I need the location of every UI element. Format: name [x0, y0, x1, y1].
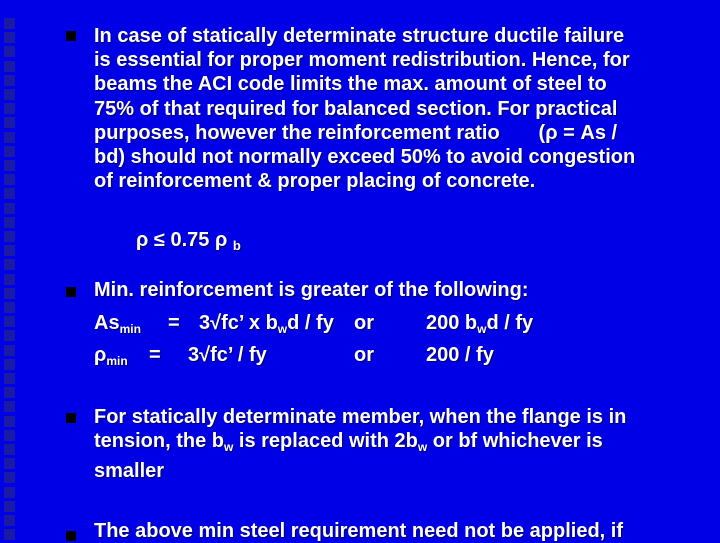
bullet-1-marker — [66, 31, 76, 41]
rho-min-label-main: ρ — [94, 344, 107, 366]
strip-square — [4, 401, 15, 412]
rho-min-or: or — [354, 344, 374, 366]
bullet-3-text — [94, 405, 704, 484]
bullet-3-line-2-c: or bf whichever is — [427, 430, 603, 453]
as-min-label-sub: min — [119, 322, 141, 336]
as-min-alternative — [426, 312, 533, 336]
as-min-alternative-a: 200 b — [426, 312, 478, 334]
as-min-alternative-b: d / fy — [486, 312, 534, 334]
as-min-label-main: As — [94, 312, 120, 334]
bullet-1-line: beams the ACI code limits the max. amount of steel to — [94, 73, 607, 96]
strip-square — [4, 472, 15, 483]
strip-square — [4, 217, 15, 228]
strip-square — [4, 75, 15, 86]
strip-square — [4, 416, 15, 427]
bullet-1-line: bd) should not normally exceed 50% to avoid congestion — [94, 146, 636, 169]
rho-min-expression: 3√fc’ / fy — [188, 344, 267, 366]
strip-square — [4, 515, 15, 526]
bullet-3-line-2-sub-2: w — [417, 440, 428, 455]
strip-square — [4, 132, 15, 143]
as-min-or: or — [354, 312, 374, 334]
strip-square — [4, 529, 15, 540]
strip-square — [4, 302, 15, 313]
strip-square — [4, 231, 15, 242]
strip-square — [4, 330, 15, 341]
bullet-3-line-3: smaller — [94, 460, 165, 483]
strip-square — [4, 345, 15, 356]
left-decorative-strip — [0, 0, 20, 540]
strip-square — [4, 501, 15, 512]
as-min-equals: = — [168, 312, 180, 334]
strip-square — [4, 259, 15, 270]
strip-square — [4, 316, 15, 327]
bullet-2-title: Min. reinforcement is greater of the following: — [94, 279, 529, 301]
bullet-1-line: purposes, however the reinforcement ratio (ρ = As / — [94, 121, 618, 144]
as-min-expression-sub: w — [277, 322, 288, 336]
formula-rho-limit-lhs: ρ ≤ 0.75 ρ — [136, 229, 228, 251]
rho-min-label-sub: min — [106, 354, 128, 368]
bullet-3-line-2 — [94, 429, 704, 459]
formula-rho-limit-sub: b — [232, 238, 241, 253]
as-min-expression-b: d / fy — [287, 312, 334, 334]
bullet-3-marker — [66, 413, 76, 423]
strip-square — [4, 160, 15, 171]
strip-square — [4, 18, 15, 29]
strip-square — [4, 103, 15, 114]
strip-square — [4, 430, 15, 441]
strip-square — [4, 203, 15, 214]
as-min-alternative-sub: w — [477, 322, 487, 336]
bullet-3-line-2-a: tension, the b — [94, 430, 224, 453]
strip-square — [4, 46, 15, 57]
rho-min-label — [94, 344, 128, 368]
strip-square — [4, 487, 15, 498]
strip-square — [4, 146, 15, 157]
strip-square — [4, 274, 15, 285]
strip-square — [4, 359, 15, 370]
bullet-3-line-1: For statically determinate member, when the flange is in — [94, 406, 627, 428]
strip-square — [4, 373, 15, 384]
strip-square — [4, 89, 15, 100]
strip-square — [4, 458, 15, 469]
as-min-label — [94, 312, 141, 336]
formula-rho-limit — [136, 229, 241, 253]
rho-min-alternative: 200 / fy — [426, 344, 494, 366]
bullet-3-line-2-sub-1: w — [224, 440, 234, 455]
strip-square — [4, 444, 15, 455]
bullet-1-line: 75% of that required for balanced section. For practical — [94, 97, 618, 120]
bullet-1-line: In case of statically determinate structure ductile failure — [94, 25, 625, 47]
as-min-expression-a: 3√fc’ x b — [199, 312, 278, 334]
bullet-1-text — [94, 24, 704, 193]
bullet-1-line: of reinforcement & proper placing of concrete. — [94, 170, 536, 193]
bullet-4-text: The above min steel requirement need not be applied, if — [94, 520, 623, 542]
strip-square — [4, 117, 15, 128]
strip-square — [4, 188, 15, 199]
strip-square — [4, 288, 15, 299]
strip-square — [4, 387, 15, 398]
strip-square — [4, 32, 15, 43]
strip-square — [4, 174, 15, 185]
bullet-2-marker — [66, 287, 76, 297]
rho-min-equals: = — [149, 344, 161, 366]
as-min-expression — [199, 312, 334, 336]
bullet-3-line-2-b: is replaced with 2b — [233, 430, 418, 453]
strip-square — [4, 245, 15, 256]
strip-square — [4, 61, 15, 72]
bullet-1-line: is essential for proper moment redistribution. Hence, for — [94, 49, 630, 72]
